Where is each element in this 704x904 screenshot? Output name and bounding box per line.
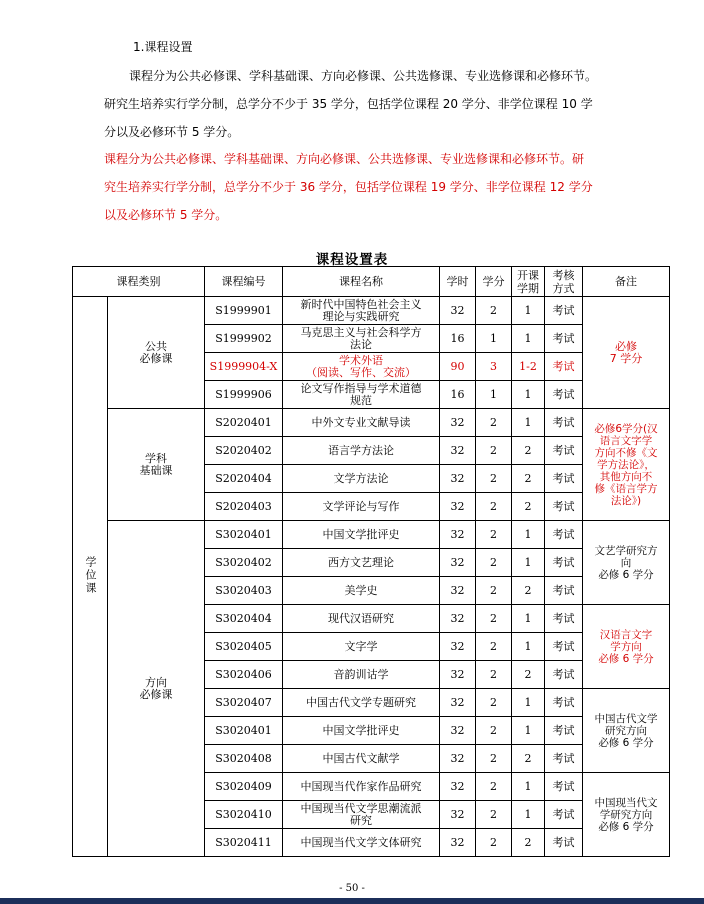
course-hours: 32 [440, 829, 476, 857]
course-name: 现代汉语研究 [283, 605, 440, 633]
course-name: 文学评论与写作 [283, 493, 440, 521]
course-name: 马克思主义与社会科学方 法论 [283, 325, 440, 353]
header-code: 课程编号 [205, 267, 283, 297]
course-credits: 2 [476, 717, 512, 745]
course-credits: 2 [476, 633, 512, 661]
course-exam: 考试 [545, 353, 583, 381]
course-exam: 考试 [545, 717, 583, 745]
course-hours: 32 [440, 661, 476, 689]
paragraph-line: 以及必修环节 5 学分。 [104, 208, 228, 222]
course-credits: 2 [476, 549, 512, 577]
course-exam: 考试 [545, 493, 583, 521]
course-table [72, 266, 670, 857]
course-exam: 考试 [545, 577, 583, 605]
course-credits: 1 [476, 325, 512, 353]
course-semester: 1 [512, 409, 545, 437]
course-exam: 考试 [545, 325, 583, 353]
course-code: S3020405 [205, 633, 283, 661]
course-credits: 2 [476, 801, 512, 829]
course-semester: 1 [512, 801, 545, 829]
course-name: 中国现当代作家作品研究 [283, 773, 440, 801]
course-semester: 2 [512, 577, 545, 605]
header-semester: 开课 学期 [512, 267, 545, 297]
course-hours: 16 [440, 381, 476, 409]
course-name: 语言学方法论 [283, 437, 440, 465]
course-semester: 1 [512, 717, 545, 745]
course-code: S1999902 [205, 325, 283, 353]
course-credits: 2 [476, 689, 512, 717]
course-semester: 1-2 [512, 353, 545, 381]
course-semester: 2 [512, 661, 545, 689]
course-credits: 2 [476, 521, 512, 549]
course-code: S3020408 [205, 745, 283, 773]
remark-modern-literature: 中国现当代文 学研究方向 必修 6 学分 [583, 773, 670, 857]
course-credits: 2 [476, 773, 512, 801]
course-semester: 1 [512, 633, 545, 661]
course-name: 文学方法论 [283, 465, 440, 493]
paragraph-original [104, 62, 609, 146]
course-code: S2020404 [205, 465, 283, 493]
course-code: S1999901 [205, 297, 283, 325]
course-hours: 32 [440, 409, 476, 437]
header-credits: 学分 [476, 267, 512, 297]
course-code: S3020401 [205, 717, 283, 745]
course-name: 美学史 [283, 577, 440, 605]
course-hours: 32 [440, 745, 476, 773]
course-name: 西方文艺理论 [283, 549, 440, 577]
page-number: - 50 - [339, 883, 365, 894]
course-credits: 2 [476, 297, 512, 325]
course-code: S3020406 [205, 661, 283, 689]
course-semester: 1 [512, 689, 545, 717]
main-category-cell: 学位课 [73, 297, 108, 857]
course-code: S2020401 [205, 409, 283, 437]
course-semester: 1 [512, 297, 545, 325]
course-hours: 32 [440, 577, 476, 605]
course-semester: 1 [512, 381, 545, 409]
table-row [73, 297, 670, 325]
course-semester: 1 [512, 773, 545, 801]
course-code: S3020410 [205, 801, 283, 829]
course-semester: 1 [512, 325, 545, 353]
course-exam: 考试 [545, 661, 583, 689]
course-semester: 2 [512, 745, 545, 773]
course-hours: 32 [440, 717, 476, 745]
course-name: 中国文学批评史 [283, 717, 440, 745]
course-code: S3020407 [205, 689, 283, 717]
course-exam: 考试 [545, 549, 583, 577]
section-heading: 1.课程设置 [133, 40, 193, 54]
course-name: 文字学 [283, 633, 440, 661]
course-code: S3020411 [205, 829, 283, 857]
course-name: 中国古代文献学 [283, 745, 440, 773]
paragraph-line: 分以及必修环节 5 学分。 [104, 125, 240, 139]
course-name: 中国现当代文学思潮流派 研究 [283, 801, 440, 829]
course-code: S3020404 [205, 605, 283, 633]
header-remarks: 备注 [583, 267, 670, 297]
course-credits: 2 [476, 437, 512, 465]
course-exam: 考试 [545, 745, 583, 773]
course-hours: 32 [440, 801, 476, 829]
remark-ancient-literature: 中国古代文学 研究方向 必修 6 学分 [583, 689, 670, 773]
group-direction: 方向 必修课 [108, 521, 205, 857]
course-semester: 2 [512, 465, 545, 493]
course-semester: 1 [512, 605, 545, 633]
course-credits: 2 [476, 661, 512, 689]
header-name: 课程名称 [283, 267, 440, 297]
course-exam: 考试 [545, 297, 583, 325]
course-semester: 1 [512, 521, 545, 549]
course-exam: 考试 [545, 437, 583, 465]
course-hours: 32 [440, 437, 476, 465]
course-credits: 3 [476, 353, 512, 381]
course-code: S2020403 [205, 493, 283, 521]
table-row [73, 409, 670, 437]
course-code: S3020401 [205, 521, 283, 549]
course-exam: 考试 [545, 689, 583, 717]
group-basic: 学科 基础课 [108, 409, 205, 521]
course-hours: 90 [440, 353, 476, 381]
paragraph-line: 研究生培养实行学分制，总学分不少于 35 学分，包括学位课程 20 学分、非学位课程 10 学 [104, 97, 593, 111]
course-exam: 考试 [545, 801, 583, 829]
course-code: S3020403 [205, 577, 283, 605]
paragraph-revised [104, 145, 609, 229]
course-credits: 2 [476, 829, 512, 857]
course-exam: 考试 [545, 773, 583, 801]
course-exam: 考试 [545, 829, 583, 857]
course-hours: 32 [440, 773, 476, 801]
course-code: S2020402 [205, 437, 283, 465]
course-hours: 32 [440, 297, 476, 325]
course-hours: 32 [440, 689, 476, 717]
course-hours: 32 [440, 549, 476, 577]
course-semester: 2 [512, 493, 545, 521]
course-credits: 2 [476, 745, 512, 773]
table-row [73, 521, 670, 549]
course-hours: 32 [440, 465, 476, 493]
course-code: S1999906 [205, 381, 283, 409]
course-name: 音韵训诂学 [283, 661, 440, 689]
paragraph-line: 究生培养实行学分制，总学分不少于 36 学分，包括学位课程 19 学分、非学位课程 12 学分 [104, 180, 593, 194]
table-header-row [73, 267, 670, 297]
course-name: 中国现当代文学文体研究 [283, 829, 440, 857]
header-hours: 学时 [440, 267, 476, 297]
course-credits: 2 [476, 493, 512, 521]
course-semester: 1 [512, 549, 545, 577]
course-name: 中外文专业文献导读 [283, 409, 440, 437]
course-semester: 2 [512, 829, 545, 857]
course-name: 中国文学批评史 [283, 521, 440, 549]
course-name: 论文写作指导与学术道德 规范 [283, 381, 440, 409]
course-semester: 2 [512, 437, 545, 465]
remark-basic: 必修6学分(汉 语言文字学 方向不修《文 学方法论》， 其他方向不 修《语言学方 法论》) [583, 409, 670, 521]
course-name: 学术外语 （阅读、写作、交流） [283, 353, 440, 381]
course-exam: 考试 [545, 381, 583, 409]
course-exam: 考试 [545, 521, 583, 549]
course-exam: 考试 [545, 633, 583, 661]
course-hours: 16 [440, 325, 476, 353]
course-credits: 1 [476, 381, 512, 409]
header-exam: 考核 方式 [545, 267, 583, 297]
table-title: 课程设置表 [315, 252, 389, 268]
course-exam: 考试 [545, 605, 583, 633]
course-hours: 32 [440, 521, 476, 549]
course-hours: 32 [440, 493, 476, 521]
course-code: S1999904-X [205, 353, 283, 381]
course-credits: 2 [476, 577, 512, 605]
group-public: 公共 必修课 [108, 297, 205, 409]
course-credits: 2 [476, 465, 512, 493]
course-credits: 2 [476, 409, 512, 437]
course-hours: 32 [440, 605, 476, 633]
paragraph-line: 课程分为公共必修课、学科基础课、方向必修课、公共选修课、专业选修课和必修环节。研 [104, 152, 585, 166]
remark-public: 必修 7 学分 [583, 297, 670, 409]
header-category: 课程类别 [73, 267, 205, 297]
course-credits: 2 [476, 605, 512, 633]
remark-chinese-language: 汉语言文字 学方向 必修 6 学分 [583, 605, 670, 689]
course-code: S3020402 [205, 549, 283, 577]
course-exam: 考试 [545, 465, 583, 493]
course-exam: 考试 [545, 409, 583, 437]
bottom-bar [0, 898, 704, 904]
course-name: 中国古代文学专题研究 [283, 689, 440, 717]
course-code: S3020409 [205, 773, 283, 801]
course-name: 新时代中国特色社会主义 理论与实践研究 [283, 297, 440, 325]
paragraph-line: 课程分为公共必修课、学科基础课、方向必修课、公共选修课、专业选修课和必修环节。 [129, 69, 598, 83]
remark-literary-theory: 文艺学研究方 向 必修 6 学分 [583, 521, 670, 605]
course-hours: 32 [440, 633, 476, 661]
